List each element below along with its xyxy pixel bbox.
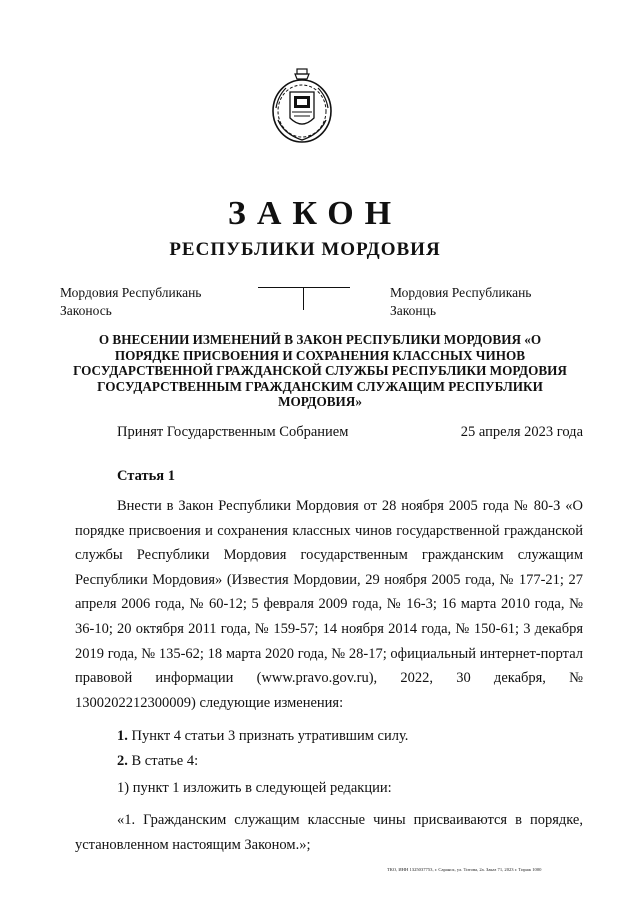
- article-heading: Статья 1: [117, 468, 175, 484]
- header-divider-vertical: [303, 287, 304, 310]
- erzya-header-left: [60, 284, 201, 320]
- erzya-header-left-line1: Мордовия Республикань: [60, 285, 202, 300]
- header-divider-horizontal: [258, 287, 350, 288]
- adopted-by: Принят Государственным Собранием: [117, 424, 349, 440]
- moksha-header-right-line2: Законць: [390, 303, 436, 318]
- document-subtitle: РЕСПУБЛИКИ МОРДОВИЯ: [169, 239, 441, 260]
- moksha-header-right-line1: Мордовия Республикань: [390, 285, 532, 300]
- item-2: [117, 753, 198, 770]
- item-1: [117, 728, 408, 745]
- item-1-text: Пункт 4 статьи 3 признать утратившим силу.: [131, 728, 409, 744]
- item-2-text: В статье 4:: [131, 753, 199, 769]
- article-intro-paragraph: Внести в Закон Республики Мордовия от 28 ноября 2005 года № 80-З «О порядке присвоения и сохранения классных чинов государственной гражданской службы Республики Мордовия государственным гражданским служащим Республики Мордовия» (Известия Мордовии, 29 ноября 2005 года, № 177-21; 27 апреля 2006 года, № 60-12; 5 февраля 2009 года, № 16-3; 16 марта 2010 года, № 36-10; 20 октября 2011 года, № 159-57; 14 ноября 2014 года, № 150-61; 3 декабря 2019 года, № 135-62; 18 марта 2020 года, № 28-17; официальный интернет-портал правовой информации (www.pravo.gov.ru), 2022, 30 декабря, № 1300202212300009) следующие изменения:: [75, 498, 583, 711]
- coat-of-arms-emblem: [270, 68, 334, 146]
- document-title: ЗАКОН: [227, 195, 403, 232]
- adopted-date: 25 апреля 2023 года: [460, 424, 583, 440]
- subitem-1: 1) пункт 1 изложить в следующей редакции:: [117, 780, 392, 796]
- item-2-number: 2.: [117, 753, 128, 769]
- item-1-number: 1.: [117, 728, 128, 744]
- law-title: О ВНЕСЕНИИ ИЗМЕНЕНИЙ В ЗАКОН РЕСПУБЛИКИ МОРДОВИЯ «О ПОРЯДКЕ ПРИСВОЕНИЯ И СОХРАНЕНИЯ КЛАССНЫХ ЧИНОВ ГОСУДАРСТВЕННОЙ ГРАЖДАНСКОЙ СЛУЖБЫ РЕСПУБЛИКИ МОРДОВИЯ ГОСУДАРСТВЕННЫМ ГРАЖДАНСКИМ СЛУЖАЩИМ РЕСПУБЛИКИ МОРДОВИЯ»: [73, 332, 567, 409]
- erzya-header-left-line2: Законось: [60, 303, 112, 318]
- quoted-amendment: «1. Гражданским служащим классные чины присваиваются в порядке, установленном настоящим Законом.»;: [75, 812, 583, 853]
- moksha-header-right: [390, 284, 531, 320]
- print-footer: ТКО, ИНН 1325037753, г. Саранск, ул. Титова, 2а. Заказ 71, 2023 г. Тираж 1000: [387, 867, 542, 872]
